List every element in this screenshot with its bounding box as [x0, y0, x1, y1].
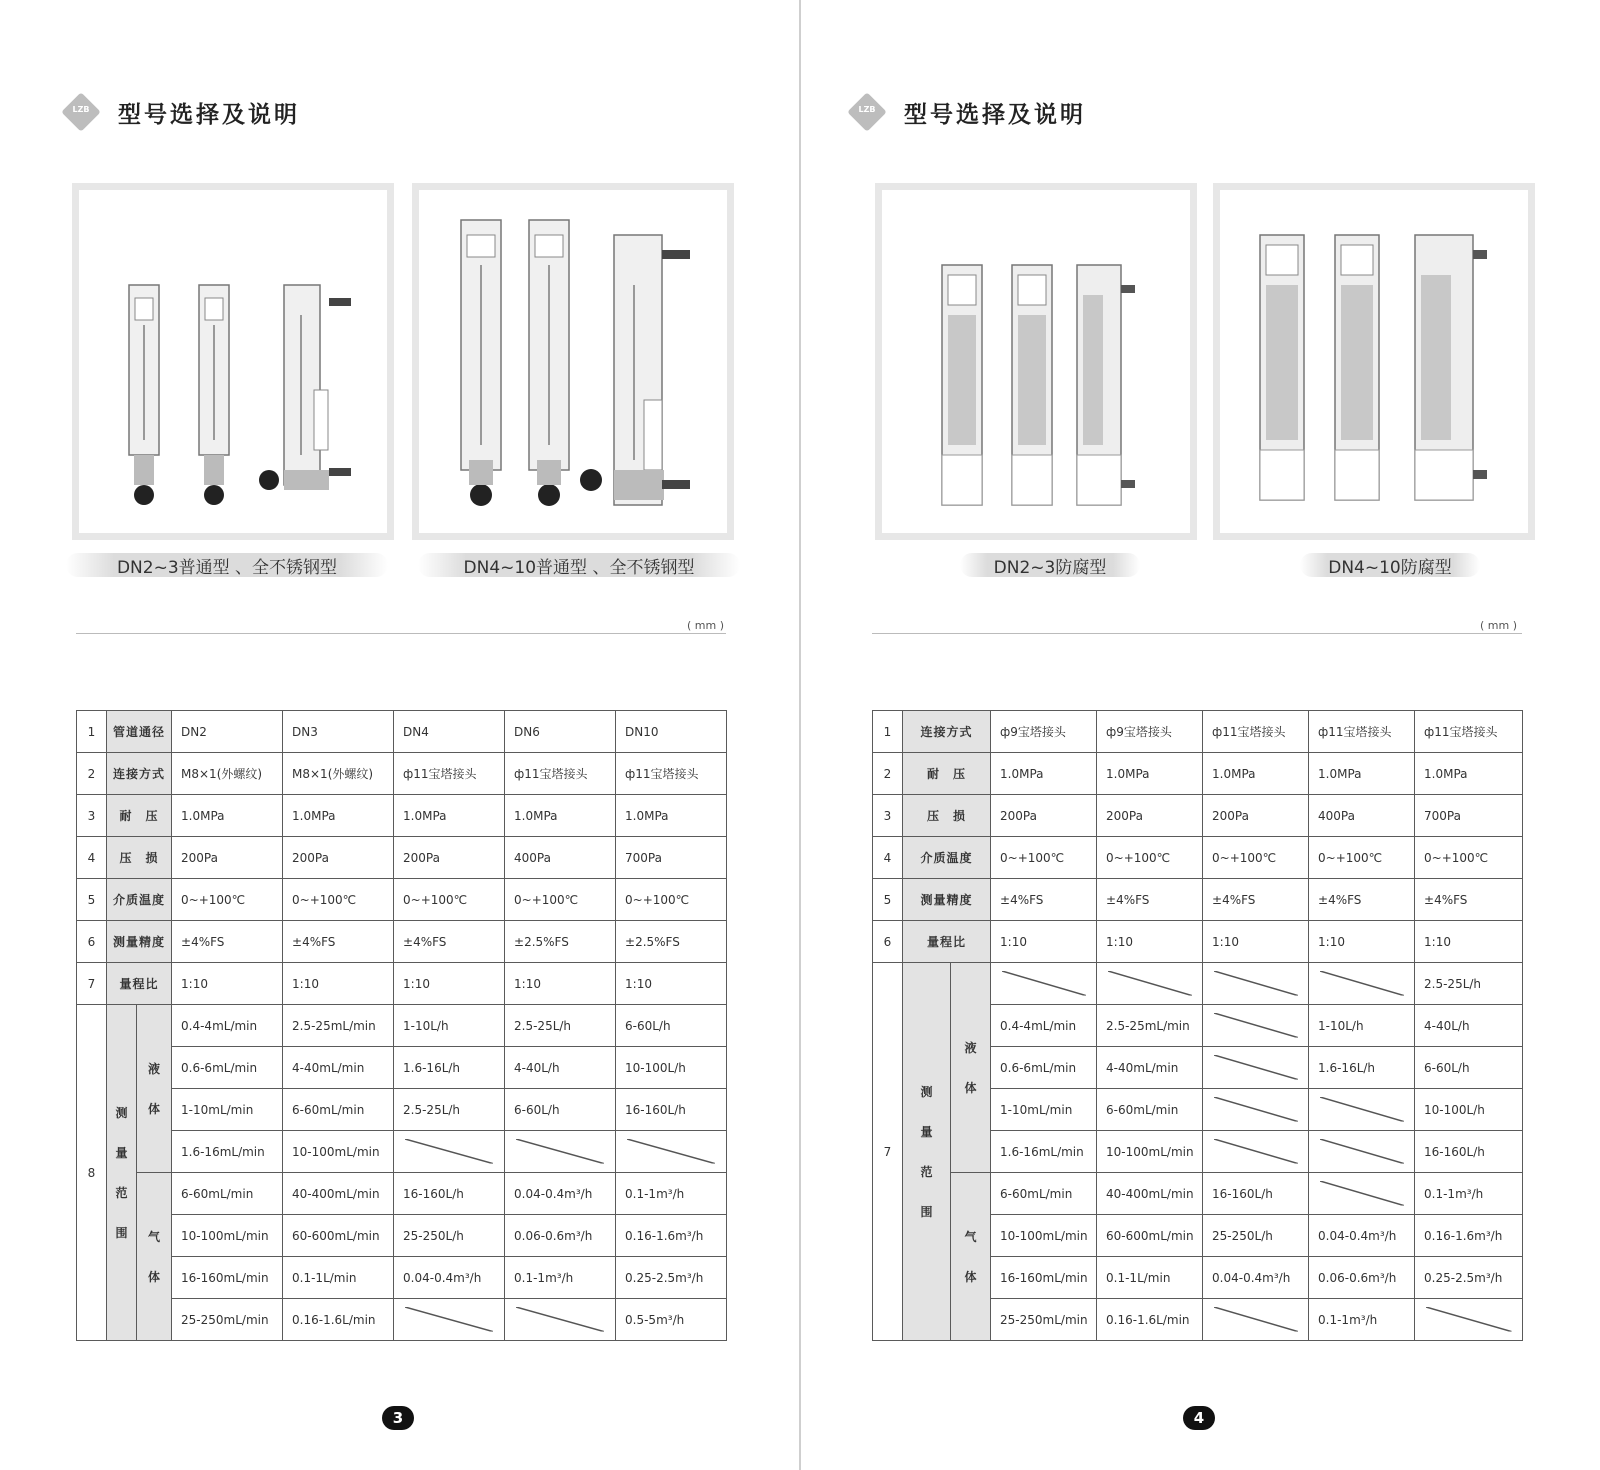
- row-number: 5: [873, 879, 903, 921]
- product-photo-dn2-3-standard: [72, 183, 394, 540]
- table-cell: 0~+100℃: [1203, 837, 1309, 879]
- row-number: 3: [873, 795, 903, 837]
- table-row: [77, 795, 727, 837]
- range-value-cell: 0.04-0.4m³/h: [394, 1257, 505, 1299]
- range-value-cell: 6-60L/h: [1415, 1047, 1523, 1089]
- row-label: 连接方式: [903, 711, 991, 753]
- table-cell: ф9宝塔接头: [991, 711, 1097, 753]
- row-number: 8: [77, 1005, 107, 1341]
- table-cell: 1:10: [1097, 921, 1203, 963]
- page-number: 3: [382, 1406, 414, 1430]
- table-cell: 1.0MPa: [172, 795, 283, 837]
- table-cell: M8×1(外螺纹): [172, 753, 283, 795]
- table-row: [77, 1005, 727, 1047]
- flowmeter-image: [882, 190, 1190, 533]
- table-cell: 1.0MPa: [1309, 753, 1415, 795]
- empty-slash-cell: [1203, 1131, 1309, 1173]
- table-row: [77, 1215, 727, 1257]
- empty-slash-cell: [616, 1131, 727, 1173]
- table-row: [77, 879, 727, 921]
- divider-line: [872, 633, 1522, 634]
- table-cell: 0~+100℃: [991, 837, 1097, 879]
- row-number: 7: [873, 963, 903, 1341]
- range-value-cell: 2.5-25L/h: [1415, 963, 1523, 1005]
- product-photo-dn2-3-anticorrosion: [875, 183, 1197, 540]
- unit-label: ( mm ): [1480, 619, 1518, 632]
- row-label: 量程比: [107, 963, 172, 1005]
- range-value-cell: 16-160mL/min: [991, 1257, 1097, 1299]
- range-value-cell: 4-40L/h: [1415, 1005, 1523, 1047]
- table-cell: M8×1(外螺纹): [283, 753, 394, 795]
- range-value-cell: 0.4-4mL/min: [991, 1005, 1097, 1047]
- table-cell: ±4%FS: [1415, 879, 1523, 921]
- table-cell: ±4%FS: [172, 921, 283, 963]
- range-value-cell: 40-400mL/min: [1097, 1173, 1203, 1215]
- range-value-cell: 0.04-0.4m³/h: [1203, 1257, 1309, 1299]
- range-value-cell: 0.4-4mL/min: [172, 1005, 283, 1047]
- range-value-cell: 6-60L/h: [616, 1005, 727, 1047]
- empty-slash-cell: [1309, 1173, 1415, 1215]
- table-row: [873, 753, 1523, 795]
- table-row: [77, 1047, 727, 1089]
- range-value-cell: 1-10mL/min: [172, 1089, 283, 1131]
- table-row: [873, 795, 1523, 837]
- table-row: [77, 711, 727, 753]
- flowmeter-image: [79, 190, 387, 533]
- empty-slash-cell: [505, 1299, 616, 1341]
- liquid-label: 液 体: [951, 963, 991, 1173]
- caption-dn2-3: DN2~3普通型 、全不锈钢型: [66, 553, 388, 577]
- table-cell: 1.0MPa: [991, 753, 1097, 795]
- range-value-cell: 10-100L/h: [616, 1047, 727, 1089]
- range-value-cell: 6-60mL/min: [172, 1173, 283, 1215]
- left-header: [60, 92, 300, 132]
- range-value-cell: 0.5-5m³/h: [616, 1299, 727, 1341]
- table-cell: ±4%FS: [991, 879, 1097, 921]
- table-cell: 1.0MPa: [283, 795, 394, 837]
- range-value-cell: 0.16-1.6m³/h: [1415, 1215, 1523, 1257]
- spec-table: [76, 710, 727, 1341]
- range-value-cell: 0.6-6mL/min: [172, 1047, 283, 1089]
- table-cell: 700Pa: [1415, 795, 1523, 837]
- table-cell: 1:10: [1309, 921, 1415, 963]
- range-value-cell: 1.6-16mL/min: [172, 1131, 283, 1173]
- table-cell: ±4%FS: [1097, 879, 1203, 921]
- table-cell: ±2.5%FS: [505, 921, 616, 963]
- product-photo-dn4-10-standard: [412, 183, 734, 540]
- table-cell: DN3: [283, 711, 394, 753]
- table-cell: ф11宝塔接头: [1309, 711, 1415, 753]
- empty-slash-cell: [1309, 963, 1415, 1005]
- range-group-label: 测 量 范 围: [107, 1005, 137, 1341]
- table-cell: 0~+100℃: [172, 879, 283, 921]
- table-row: [873, 921, 1523, 963]
- table-cell: 700Pa: [616, 837, 727, 879]
- empty-slash-cell: [1309, 1089, 1415, 1131]
- table-row: [77, 1131, 727, 1173]
- range-value-cell: 10-100mL/min: [991, 1215, 1097, 1257]
- range-value-cell: 2.5-25mL/min: [283, 1005, 394, 1047]
- row-number: 1: [873, 711, 903, 753]
- range-value-cell: 0.25-2.5m³/h: [1415, 1257, 1523, 1299]
- gas-label: 气 体: [951, 1173, 991, 1341]
- range-value-cell: 16-160L/h: [394, 1173, 505, 1215]
- table-cell: 0~+100℃: [1309, 837, 1415, 879]
- table-cell: DN10: [616, 711, 727, 753]
- table-cell: 200Pa: [172, 837, 283, 879]
- range-value-cell: 0.16-1.6m³/h: [616, 1215, 727, 1257]
- table-cell: 200Pa: [1203, 795, 1309, 837]
- table-row: [77, 963, 727, 1005]
- row-number: 6: [77, 921, 107, 963]
- table-row: [77, 1173, 727, 1215]
- table-cell: 200Pa: [283, 837, 394, 879]
- row-label: 压 损: [107, 837, 172, 879]
- empty-slash-cell: [505, 1131, 616, 1173]
- table-cell: ф9宝塔接头: [1097, 711, 1203, 753]
- table-cell: 0~+100℃: [505, 879, 616, 921]
- flowmeter-image: [1220, 190, 1528, 533]
- range-value-cell: 1-10mL/min: [991, 1089, 1097, 1131]
- table-row: [873, 837, 1523, 879]
- range-value-cell: 6-60mL/min: [283, 1089, 394, 1131]
- row-label: 耐 压: [107, 795, 172, 837]
- divider-line: [76, 633, 726, 634]
- table-row: [77, 1089, 727, 1131]
- table-row: [77, 753, 727, 795]
- table-row: [77, 837, 727, 879]
- right-page: [800, 0, 1600, 1470]
- caption-dn4-10: DN4~10普通型 、全不锈钢型: [418, 553, 740, 577]
- table-row: [873, 963, 1523, 1005]
- table-cell: DN2: [172, 711, 283, 753]
- table-cell: ±4%FS: [1203, 879, 1309, 921]
- range-value-cell: 0.1-1L/min: [1097, 1257, 1203, 1299]
- table-cell: ф11宝塔接头: [1203, 711, 1309, 753]
- range-value-cell: 10-100mL/min: [172, 1215, 283, 1257]
- empty-slash-cell: [991, 963, 1097, 1005]
- table-cell: 1.0MPa: [394, 795, 505, 837]
- lzb-logo: LZB: [846, 91, 888, 133]
- unit-label: ( mm ): [687, 619, 725, 632]
- range-value-cell: 16-160L/h: [1203, 1173, 1309, 1215]
- row-number: 2: [77, 753, 107, 795]
- range-value-cell: 4-40mL/min: [283, 1047, 394, 1089]
- row-label: 量程比: [903, 921, 991, 963]
- row-label: 测量精度: [903, 879, 991, 921]
- range-value-cell: 6-60mL/min: [1097, 1089, 1203, 1131]
- row-label: 介质温度: [903, 837, 991, 879]
- range-value-cell: 10-100L/h: [1415, 1089, 1523, 1131]
- table-cell: DN4: [394, 711, 505, 753]
- table-cell: 1.0MPa: [1415, 753, 1523, 795]
- row-label: 介质温度: [107, 879, 172, 921]
- empty-slash-cell: [1203, 1089, 1309, 1131]
- range-value-cell: 0.1-1m³/h: [616, 1173, 727, 1215]
- table-cell: 1:10: [505, 963, 616, 1005]
- range-value-cell: 1-10L/h: [1309, 1005, 1415, 1047]
- table-cell: ф11宝塔接头: [505, 753, 616, 795]
- range-value-cell: 0.16-1.6L/min: [283, 1299, 394, 1341]
- empty-slash-cell: [1203, 963, 1309, 1005]
- table-cell: 1:10: [283, 963, 394, 1005]
- range-value-cell: 16-160L/h: [1415, 1131, 1523, 1173]
- range-group-label: 测 量 范 围: [903, 963, 951, 1341]
- row-number: 6: [873, 921, 903, 963]
- range-value-cell: 0.1-1m³/h: [1309, 1299, 1415, 1341]
- table-cell: 200Pa: [991, 795, 1097, 837]
- table-row: [77, 921, 727, 963]
- lzb-logo: LZB: [60, 91, 102, 133]
- range-value-cell: 0.06-0.6m³/h: [505, 1215, 616, 1257]
- empty-slash-cell: [1415, 1299, 1523, 1341]
- table-cell: 200Pa: [1097, 795, 1203, 837]
- spec-table: [872, 710, 1523, 1341]
- empty-slash-cell: [1309, 1131, 1415, 1173]
- table-cell: 1.0MPa: [616, 795, 727, 837]
- table-row: [77, 1257, 727, 1299]
- table-cell: 200Pa: [394, 837, 505, 879]
- row-number: 1: [77, 711, 107, 753]
- row-number: 7: [77, 963, 107, 1005]
- range-value-cell: 0.25-2.5m³/h: [616, 1257, 727, 1299]
- range-value-cell: 0.6-6mL/min: [991, 1047, 1097, 1089]
- range-value-cell: 60-600mL/min: [283, 1215, 394, 1257]
- table-cell: ±4%FS: [394, 921, 505, 963]
- range-value-cell: 4-40mL/min: [1097, 1047, 1203, 1089]
- empty-slash-cell: [1203, 1005, 1309, 1047]
- range-value-cell: 1.6-16mL/min: [991, 1131, 1097, 1173]
- table-cell: 400Pa: [1309, 795, 1415, 837]
- range-value-cell: 16-160L/h: [616, 1089, 727, 1131]
- table-cell: ф11宝塔接头: [394, 753, 505, 795]
- product-photo-dn4-10-anticorrosion: [1213, 183, 1535, 540]
- table-cell: ±4%FS: [1309, 879, 1415, 921]
- table-cell: ±2.5%FS: [616, 921, 727, 963]
- caption-dn2-3-anticorrosion: DN2~3防腐型: [960, 553, 1140, 577]
- table-cell: DN6: [505, 711, 616, 753]
- table-cell: 1:10: [616, 963, 727, 1005]
- table-row: [873, 1173, 1523, 1215]
- row-number: 2: [873, 753, 903, 795]
- table-cell: 1.0MPa: [505, 795, 616, 837]
- row-number: 4: [873, 837, 903, 879]
- table-cell: 1:10: [172, 963, 283, 1005]
- table-cell: 1.0MPa: [1203, 753, 1309, 795]
- page-title: 型号选择及说明: [118, 101, 300, 128]
- range-value-cell: 60-600mL/min: [1097, 1215, 1203, 1257]
- range-value-cell: 25-250L/h: [394, 1215, 505, 1257]
- liquid-label: 液 体: [137, 1005, 172, 1173]
- range-value-cell: 1.6-16L/h: [394, 1047, 505, 1089]
- row-number: 4: [77, 837, 107, 879]
- row-label: 压 损: [903, 795, 991, 837]
- empty-slash-cell: [394, 1299, 505, 1341]
- page-title: 型号选择及说明: [904, 101, 1086, 128]
- range-value-cell: 1-10L/h: [394, 1005, 505, 1047]
- row-label: 测量精度: [107, 921, 172, 963]
- table-cell: 1:10: [1203, 921, 1309, 963]
- range-value-cell: 0.06-0.6m³/h: [1309, 1257, 1415, 1299]
- table-cell: 0~+100℃: [394, 879, 505, 921]
- empty-slash-cell: [1203, 1047, 1309, 1089]
- table-cell: 400Pa: [505, 837, 616, 879]
- row-number: 5: [77, 879, 107, 921]
- range-value-cell: 4-40L/h: [505, 1047, 616, 1089]
- caption-dn4-10-anticorrosion: DN4~10防腐型: [1300, 553, 1480, 577]
- table-row: [77, 1299, 727, 1341]
- range-value-cell: 2.5-25L/h: [505, 1005, 616, 1047]
- range-value-cell: 16-160mL/min: [172, 1257, 283, 1299]
- range-value-cell: 10-100mL/min: [1097, 1131, 1203, 1173]
- range-value-cell: 25-250mL/min: [172, 1299, 283, 1341]
- row-label: 耐 压: [903, 753, 991, 795]
- row-label: 管道通径: [107, 711, 172, 753]
- table-cell: 0~+100℃: [1415, 837, 1523, 879]
- table-cell: 0~+100℃: [283, 879, 394, 921]
- range-value-cell: 6-60mL/min: [991, 1173, 1097, 1215]
- gas-label: 气 体: [137, 1173, 172, 1341]
- range-value-cell: 2.5-25mL/min: [1097, 1005, 1203, 1047]
- empty-slash-cell: [394, 1131, 505, 1173]
- range-value-cell: 40-400mL/min: [283, 1173, 394, 1215]
- right-header: [846, 92, 1086, 132]
- range-value-cell: 25-250mL/min: [991, 1299, 1097, 1341]
- table-cell: 0~+100℃: [616, 879, 727, 921]
- table-row: [873, 711, 1523, 753]
- flowmeter-image: [419, 190, 727, 533]
- row-label: 连接方式: [107, 753, 172, 795]
- empty-slash-cell: [1203, 1299, 1309, 1341]
- row-number: 3: [77, 795, 107, 837]
- table-cell: 1:10: [1415, 921, 1523, 963]
- table-cell: 1:10: [991, 921, 1097, 963]
- range-value-cell: 2.5-25L/h: [394, 1089, 505, 1131]
- empty-slash-cell: [1097, 963, 1203, 1005]
- table-cell: ф11宝塔接头: [616, 753, 727, 795]
- range-value-cell: 25-250L/h: [1203, 1215, 1309, 1257]
- range-value-cell: 0.1-1m³/h: [1415, 1173, 1523, 1215]
- range-value-cell: 0.04-0.4m³/h: [1309, 1215, 1415, 1257]
- table-cell: 1.0MPa: [1097, 753, 1203, 795]
- table-cell: ±4%FS: [283, 921, 394, 963]
- range-value-cell: 0.04-0.4m³/h: [505, 1173, 616, 1215]
- range-value-cell: 6-60L/h: [505, 1089, 616, 1131]
- range-value-cell: 0.1-1L/min: [283, 1257, 394, 1299]
- table-row: [873, 879, 1523, 921]
- table-cell: 1:10: [394, 963, 505, 1005]
- table-cell: 0~+100℃: [1097, 837, 1203, 879]
- range-value-cell: 0.16-1.6L/min: [1097, 1299, 1203, 1341]
- table-cell: ф11宝塔接头: [1415, 711, 1523, 753]
- range-value-cell: 1.6-16L/h: [1309, 1047, 1415, 1089]
- page-number: 4: [1183, 1406, 1215, 1430]
- range-value-cell: 0.1-1m³/h: [505, 1257, 616, 1299]
- range-value-cell: 10-100mL/min: [283, 1131, 394, 1173]
